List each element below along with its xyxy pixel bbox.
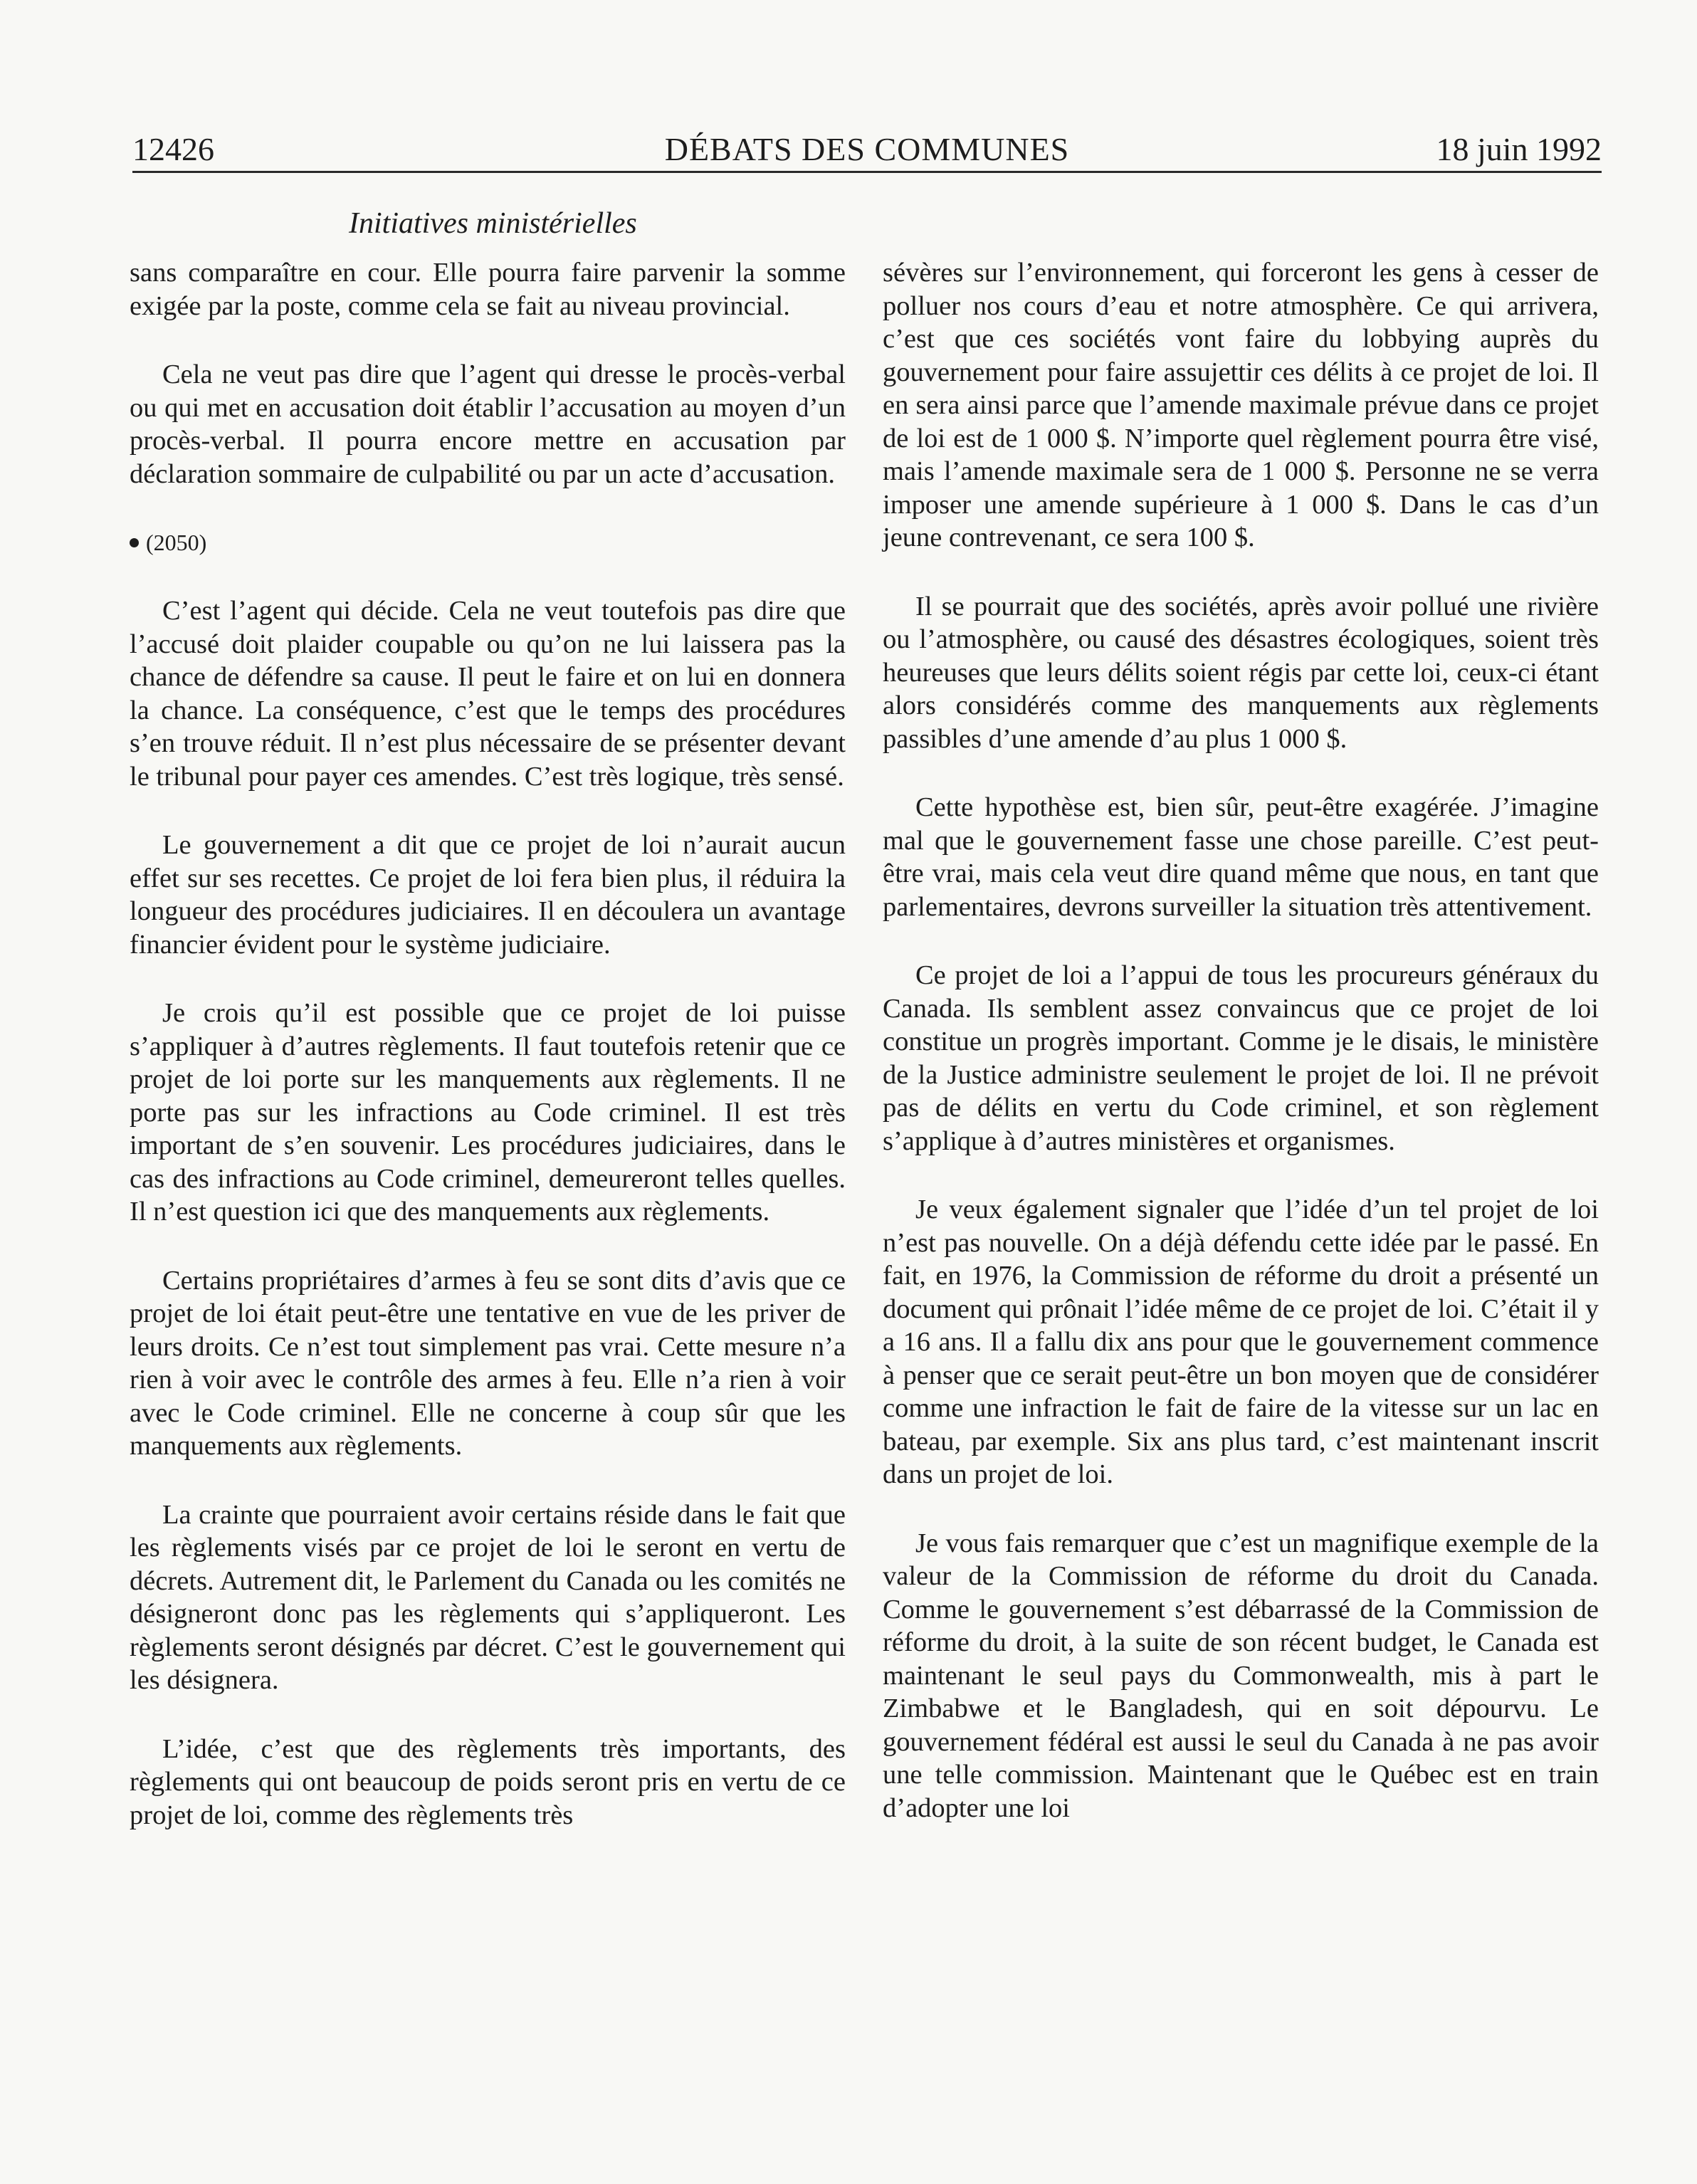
- section-title: Initiatives ministérielles: [349, 207, 637, 240]
- paragraph: Je vous fais remarquer que c’est un magnifique exemple de la valeur de la Commission de réforme du droit du Canada. Comme le gouvernement s’est débarrassé de la Commission de réforme du droit, à la suite de son récent budget, le Canada est maintenant le seul pays du Commonwealth, mis à part le Zimbabwe et le Bangladesh, qui en soit dépourvu. Le gouvernement fédéral est aussi le seul du Canada à ne pas avoir une telle commission. Maintenant que le Québec est en train d’adopter une loi: [883, 1528, 1599, 1823]
- timestamp-marker: [130, 526, 846, 559]
- paragraph: Certains propriétaires d’armes à feu se sont dits d’avis que ce projet de loi était peut-être une tentative en vue de les priver de leurs droits. Ce n’est tout simplement pas vrai. Cette mesure n’a rien à voir avec le contrôle des armes à feu. Elle n’a rien à voir avec le Code criminel. Elle ne concerne à coup sûr que les manquements aux règlements.: [130, 1265, 846, 1461]
- publication-date: 18 juin 1992: [1436, 131, 1602, 167]
- paragraph: C’est l’agent qui décide. Cela ne veut toutefois pas dire que l’accusé doit plaider coupable ou qu’on ne lui laissera pas la chance de défendre sa cause. Il peut le faire et on lui en donnera la chance. La conséquence, c’est que le temps des procédures s’en trouve réduit. Il n’est plus nécessaire de se présenter devant le tribunal pour payer ces amendes. C’est très logique, très sensé.: [130, 596, 846, 792]
- paragraph: Je veux également signaler que l’idée d’un tel projet de loi n’est pas nouvelle. On a déjà défendu cette idée par le passé. En fait, en 1976, la Commission de réforme du droit a présenté un document qui prônait l’idée même de ce projet de loi. C’était il y a 16 ans. Il a fallu dix ans pour que le gouvernement commence à penser que ce serait peut-être un bon moyen que de considérer comme une infraction le fait de faire de la vitesse sur un lac en bateau, par exemple. Six ans plus tard, c’est maintenant inscrit dans un projet de loi.: [883, 1195, 1599, 1489]
- paragraph: sans comparaître en cour. Elle pourra faire parvenir la somme exigée par la poste, comme cela se fait au niveau provincial.: [130, 258, 846, 321]
- paragraph: Cela ne veut pas dire que l’agent qui dresse le procès-verbal ou qui met en accusation doit établir l’accusation au moyen d’un procès-verbal. Il pourra encore mettre en accusation par déclaration sommaire de culpabilité ou par un acte d’accusation.: [130, 359, 846, 489]
- paragraph: Le gouvernement a dit que ce projet de loi n’aurait aucun effet sur ses recettes. Ce projet de loi fera bien plus, il réduira la longueur des procédures judiciaires. Il en découlera un avantage financier évident pour le système judiciaire.: [130, 830, 846, 960]
- page-header: [132, 127, 1602, 172]
- page-number: 12426: [132, 131, 214, 167]
- paragraph: Je crois qu’il est possible que ce projet de loi puisse s’appliquer à d’autres règlements. Il faut toutefois retenir que ce projet de loi porte sur les manquements aux règlements. Il ne porte pas sur les infractions au Code criminel. Il est très important de s’en souvenir. Les procédures judiciaires, dans le cas des infractions au Code criminel, demeureront telles quelles. Il n’est question ici que des manquements aux règlements.: [130, 998, 846, 1227]
- paragraph: sévères sur l’environnement, qui forceront les gens à cesser de polluer nos cours d’eau et notre atmosphère. Ce qui arrivera, c’est que ces sociétés vont faire du lobbying auprès du gouvernement pour faire assujettir ces délits à ce projet de loi. Il en sera ainsi parce que l’amende maximale prévue dans ce projet de loi est de 1 000 $. N’importe quel règlement pourra être visé, mais l’amende maximale sera de 1 000 $. Personne ne se verra imposer une amende supérieure à 1 000 $. Dans le cas d’un jeune contrevenant, ce sera 100 $.: [883, 258, 1599, 552]
- paragraph: La crainte que pourraient avoir certains réside dans le fait que les règlements visés par ce projet de loi le seront en vertu de décrets. Autrement dit, le Parlement du Canada ou les comités ne désigneront donc pas les règlements qui s’appliqueront. Les règlements seront désignés par décret. C’est le gouvernement qui les désignera.: [130, 1499, 846, 1695]
- timestamp-text: (2050): [146, 530, 207, 555]
- paragraph: Il se pourrait que des sociétés, après avoir pollué une rivière ou l’atmosphère, ou causé des désastres écologiques, soient très heureuses que leurs délits soient régis par cette loi, ceux-ci étant alors considérés comme des manquements aux règlements passibles d’une amende d’au plus 1 000 $.: [883, 591, 1599, 754]
- paragraph: Ce projet de loi a l’appui de tous les procureurs généraux du Canada. Ils semblent assez convaincus que ce projet de loi constitue un progrès important. Comme je le disais, le ministère de la Justice administre seulement le projet de loi. Il ne prévoit pas de délits en vertu du Code criminel, et son règlement s’applique à d’autres ministères et organismes.: [883, 960, 1599, 1156]
- paragraph: Cette hypothèse est, bien sûr, peut-être exagérée. J’imagine mal que le gouvernement fasse une chose pareille. C’est peut-être vrai, mais cela veut dire quand même que nous, en tant que parlementaires, devrons surveiller la situation très attentivement.: [883, 792, 1599, 922]
- bullet-icon: [130, 538, 139, 547]
- paragraph: L’idée, c’est que des règlements très importants, des règlements qui ont beaucoup de poids seront pris en vertu de ce projet de loi, comme des règlements très: [130, 1733, 846, 1830]
- header-rule: [132, 171, 1602, 173]
- right-column: [883, 256, 1599, 1825]
- left-column: [130, 256, 846, 1832]
- publication-title: DÉBATS DES COMMUNES: [664, 131, 1070, 167]
